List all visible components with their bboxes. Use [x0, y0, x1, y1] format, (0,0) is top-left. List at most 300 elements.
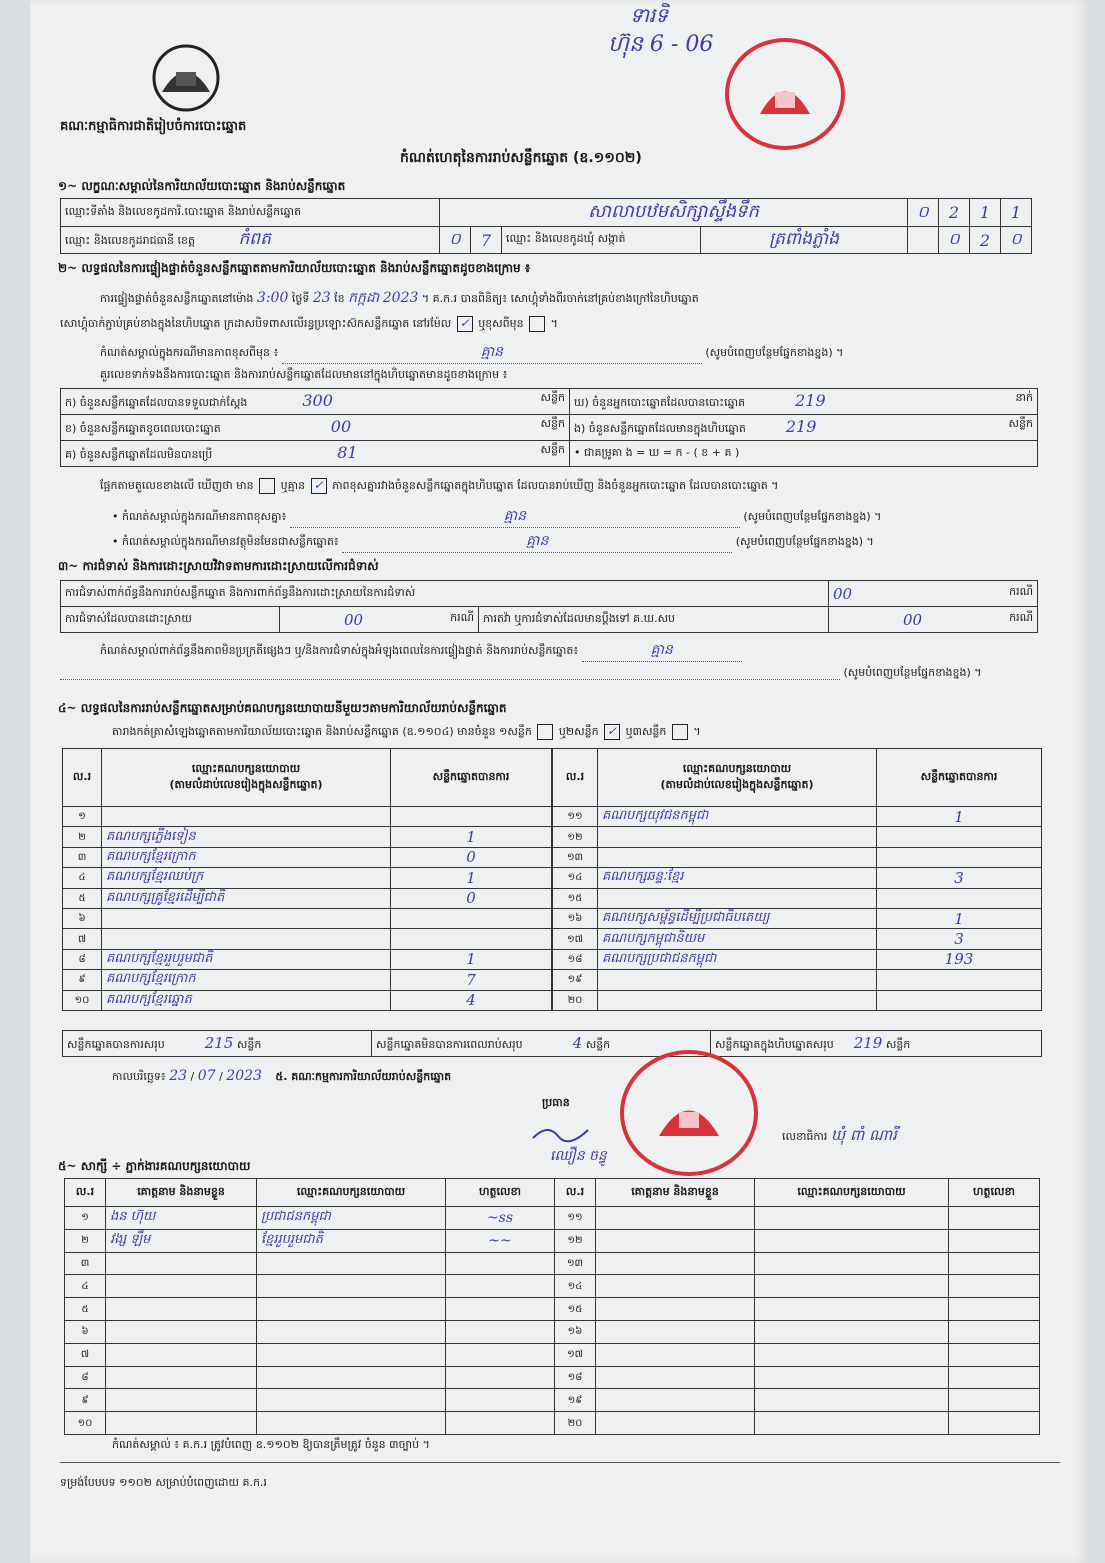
date-year: 2023 — [226, 1068, 262, 1084]
checkbox-diff-label: ឬខុសពីមុន — [478, 317, 524, 330]
tally-sheet-line: តារាងកត់ត្រាសំឡេងឆ្នោតតាមការិយាល័យបោះឆ្នោត និងរាប់សន្លឹកឆ្នោត (ឧ.១១០៤) មានចំនួន ១សន្លឹក ឬ២សន្លឹក ✓ ឬ៣សន្លឹក ។ — [112, 724, 701, 738]
result-row-no: ១១ — [553, 807, 598, 827]
result-row-votes — [391, 929, 552, 949]
document-page — [30, 0, 1088, 1563]
result-row-party — [598, 970, 877, 990]
witness-row — [65, 1320, 1040, 1343]
col-party-title: ឈ្មោះគណបក្សនយោបាយ — [682, 761, 792, 775]
verification-text-2: ។ គ.ក.រ បានពិនិត្យ៖ សោហ្គុំទាំងពីរចាក់នៅគ្រប់ខាងក្រៅនៃហិបឆ្នោត — [421, 292, 699, 305]
witness-party — [257, 1366, 446, 1389]
col-no: ល.រ — [63, 749, 102, 807]
resolved-unit: ករណី — [450, 610, 474, 624]
witness-no: ២ — [65, 1229, 106, 1252]
section1-title: ១~ លក្ខណៈសម្គាល់នៃការិយាល័យបោះឆ្នោត និងរាប់សន្លឹកឆ្នោត — [58, 179, 346, 193]
result-row-votes: 4 — [391, 990, 552, 1010]
result-row — [553, 827, 1042, 847]
irregularity-field — [582, 640, 742, 662]
note-label: កំណត់សម្គាល់ក្នុងករណីមានភាពខុសពីមុន ៖ — [100, 346, 279, 359]
result-row-no: ១៦ — [553, 908, 598, 928]
section1-table — [60, 198, 1032, 254]
station-code-digit: 1 — [970, 199, 1001, 227]
bullet-note-2 — [112, 531, 874, 553]
count-row-e — [570, 415, 1038, 441]
tally-sheet-text: តារាងកត់ត្រាសំឡេងឆ្នោតតាមការិយាល័យបោះឆ្នោត និងរាប់សន្លឹកឆ្នោត (ឧ.១១០៤) មានចំនួន ១សន្លឹក — [112, 725, 532, 738]
count-row-c — [61, 441, 570, 467]
witness-signature — [949, 1320, 1040, 1343]
checkbox-3-sheets[interactable] — [672, 724, 688, 740]
station-code-digit: 1 — [1001, 199, 1032, 227]
witness-row — [65, 1252, 1040, 1275]
irregularity-line-2 — [60, 666, 982, 682]
witness-signature — [949, 1412, 1040, 1435]
witness-party — [257, 1389, 446, 1412]
col-party: ឈ្មោះគណបក្សនយោបាយ — [257, 1179, 446, 1207]
result-row-no: ៣ — [63, 847, 102, 867]
col-sign: ហត្ថលេខា — [949, 1179, 1040, 1207]
result-row-party: គណបក្សភ្លើងទៀន — [102, 827, 391, 847]
witness-no: ១៩ — [555, 1389, 596, 1412]
witness-no: ៩ — [65, 1389, 106, 1412]
witness-name — [596, 1320, 755, 1343]
total-invalid — [372, 1031, 711, 1057]
witness-no: ១ — [65, 1207, 106, 1230]
witness-party — [755, 1229, 949, 1252]
col-party-sub: (តាមលំដាប់លេខរៀងក្នុងសន្លឹកឆ្នោត) — [169, 777, 323, 791]
verification-time: 3:00 — [256, 290, 289, 306]
witness-party — [755, 1366, 949, 1389]
result-row-votes: 3 — [877, 929, 1042, 949]
resolved-label: ការជំទាស់ដែលបានដោះស្រាយ — [61, 607, 280, 633]
count-label: ក) ចំនួនសន្លឹកឆ្នោតដែលបានទទួលជាក់ស្តែង — [65, 396, 248, 409]
irregularity-note — [100, 640, 742, 662]
witness-name — [106, 1275, 257, 1298]
result-row-votes — [877, 827, 1042, 847]
result-row-party: គណបក្សខ្មែររួបរួមជាតិ — [102, 949, 391, 969]
no-diff-label: ឬគ្មាន — [280, 479, 306, 492]
witness-no: ១០ — [65, 1412, 106, 1435]
witness-signature — [949, 1389, 1040, 1412]
count-row-a — [61, 389, 570, 415]
witness-signature — [446, 1389, 555, 1412]
witness-party — [257, 1320, 446, 1343]
witness-signature — [949, 1229, 1040, 1252]
result-row-no: ១៤ — [553, 868, 598, 888]
note-hint: (សូមបំពេញបន្ថែមផ្នែកខាងខ្នង) ។ — [705, 346, 844, 359]
result-row-party: គណបក្សឆន្ទៈខ្មែរ — [598, 868, 877, 888]
witness-signature — [446, 1343, 555, 1366]
result-row-votes — [877, 990, 1042, 1010]
note-line — [100, 342, 1060, 364]
witness-row — [65, 1412, 1040, 1435]
col-no: ល.រ — [65, 1179, 106, 1207]
witness-no: ៧ — [65, 1343, 106, 1366]
bullet-label: • កំណត់សម្គាល់ក្នុងករណីមានវត្ថុមិនមែនជាសន្លឹកឆ្នោត៖ — [112, 535, 339, 548]
verification-year: 2023 — [382, 290, 419, 306]
commune-label: ឈ្មោះ និងលេខកូដឃុំ សង្កាត់ — [502, 227, 701, 254]
witness-name: វង្ស ឡឹម — [106, 1229, 257, 1252]
witness-row — [65, 1366, 1040, 1389]
col-sign: ហត្ថលេខា — [446, 1179, 555, 1207]
chair-signature — [528, 1118, 598, 1148]
bullet-label: • កំណត់សម្គាល់ក្នុងករណីមានភាពខុសគ្នា៖ — [112, 510, 287, 523]
result-row-party: គណបក្សសម្ព័ន្ធដើម្បីប្រជាធិបតេយ្យ — [598, 908, 877, 928]
witness-row — [65, 1207, 1040, 1230]
witness-signature — [446, 1298, 555, 1321]
section2-title: ២~ លទ្ធផលនៃការផ្ទៀងផ្ទាត់ចំនួនសន្លឹកឆ្នោតតាមការិយាល័យបោះឆ្នោត និងរាប់សន្លឹកឆ្នោតដូចខាងក្រោម ៖ — [58, 261, 531, 275]
counts-table — [60, 388, 1038, 467]
discrepancy-text: ផ្អែកតាមតួលេខខាងលើ ឃើញថា មាន — [100, 479, 254, 492]
result-row-party — [102, 929, 391, 949]
result-row-party — [598, 888, 877, 908]
result-row — [63, 807, 552, 827]
document-title: កំណត់ហេតុនៃការរាប់សន្លឹកឆ្នោត (ឧ.១១០២) — [400, 150, 642, 166]
footer-divider — [60, 1462, 1060, 1463]
witness-no: ១១ — [555, 1207, 596, 1230]
witness-no: ១៤ — [555, 1275, 596, 1298]
footnote: កំណត់សម្គាល់ ៖ គ.ក.រ ត្រូវបំពេញ ឧ.១១០២ ឱ្យបានត្រឹមត្រូវ ចំនួន ៣ច្បាប់ ។ — [112, 1438, 430, 1451]
col-name: គោត្តនាម និងនាមខ្លួន — [106, 1179, 257, 1207]
result-row-party: គណបក្សយុវជនកម្ពុជា — [598, 807, 877, 827]
witness-row — [65, 1343, 1040, 1366]
irregularity-field-2 — [60, 666, 840, 680]
official-seal-bottom — [620, 1050, 758, 1176]
chair-name: ឈឿន ចន្ធូ — [550, 1148, 607, 1164]
result-row — [63, 929, 552, 949]
witness-party: ខ្មែររួបរួមជាតិ — [257, 1229, 446, 1252]
witness-name — [106, 1389, 257, 1412]
bullet-value: គ្មាន — [526, 533, 549, 549]
count-value: 81 — [337, 443, 358, 462]
result-row-votes: 1 — [391, 949, 552, 969]
count-formula: • ជាគម្រូគា ង = ឃ = ក - ( ខ + គ ) — [570, 441, 1038, 467]
witness-name — [106, 1412, 257, 1435]
objections-unit: ករណី — [1009, 584, 1033, 598]
witness-party — [257, 1412, 446, 1435]
bullet-note-1 — [112, 506, 881, 528]
witness-signature — [949, 1275, 1040, 1298]
witness-party — [257, 1343, 446, 1366]
discrepancy-text-2: ភាពខុសគ្នារវាងចំនួនសន្លឹកឆ្នោតក្នុងហិបឆ្នោត ដែលបានរាប់ឃើញ និងចំនួនអ្នកបោះឆ្នោត ដែលបានបោះឆ្នោត ។ — [332, 479, 779, 492]
witness-signature — [949, 1366, 1040, 1389]
verification-text-3: សោហ្គុំចាក់ភ្ជាប់គ្រប់ខាងក្នុងនៃហិបឆ្នោត ក្រដាសបិទពាសលើរន្ធប្រឡោះស៊កសន្លឹកឆ្នោត នៅរម៉ែល — [60, 317, 452, 330]
province-code-digit: 7 — [471, 227, 502, 254]
result-row-votes — [877, 847, 1042, 867]
result-row-no: ២០ — [553, 990, 598, 1010]
witness-signature — [949, 1298, 1040, 1321]
total-invalid-label: សន្លឹកឆ្នោតមិនបានការពេលរាប់សរុប — [376, 1037, 523, 1051]
witness-party: ប្រជាជនកម្ពុជា — [257, 1207, 446, 1230]
witness-name — [106, 1343, 257, 1366]
station-name-label: ឈ្មោះទីតាំង និងលេខកូដការិ.បោះឆ្នោត និងរាប់សន្លឹកឆ្នោត — [61, 199, 440, 227]
count-unit: នាក់ — [1015, 391, 1033, 404]
col-party-sub: (តាមលំដាប់លេខរៀងក្នុងសន្លឹកឆ្នោត) — [660, 777, 814, 791]
province-code-digit: ០ — [440, 227, 471, 254]
checkbox-no-diff[interactable]: ✓ — [311, 478, 327, 494]
result-row-votes — [877, 970, 1042, 990]
result-row — [63, 990, 552, 1010]
witness-party — [755, 1298, 949, 1321]
commune-code-digit: ០ — [1001, 227, 1032, 254]
witness-party — [755, 1343, 949, 1366]
objections-table — [60, 580, 1038, 633]
witness-party — [755, 1412, 949, 1435]
witness-name — [596, 1412, 755, 1435]
date-label: កាលបរិច្ឆេទ៖ — [112, 1070, 166, 1083]
result-row-party: គណបក្សគ្រូខ្មែរដើម្បីជាតិ — [102, 888, 391, 908]
org-name: គណៈកម្មាធិការជាតិរៀបចំការបោះឆ្នោត — [60, 119, 247, 134]
witness-name — [106, 1298, 257, 1321]
bullet-field — [290, 506, 740, 528]
result-row — [63, 868, 552, 888]
total-box — [711, 1031, 1042, 1057]
result-row — [553, 990, 1042, 1010]
checkbox-2-sheets[interactable]: ✓ — [604, 724, 620, 740]
result-row-no: ១ — [63, 807, 102, 827]
total-valid-unit: សន្លឹក — [236, 1037, 262, 1051]
station-name-value: សាលាបឋមសិក្សាស្ទឹងទឹក — [440, 199, 908, 227]
result-row — [63, 888, 552, 908]
date-day: 23 — [169, 1068, 188, 1084]
count-unit: សន្លឹក — [540, 443, 565, 456]
count-unit: សន្លឹក — [540, 391, 565, 404]
totals-table — [62, 1030, 1042, 1057]
verification-line-2: សោហ្គុំចាក់ភ្ជាប់គ្រប់ខាងក្នុងនៃហិបឆ្នោត ក្រដាសបិទពាសលើរន្ធប្រឡោះស៊កសន្លឹកឆ្នោត នៅរម៉ែល ✓ ឬខុសពីមុន ។ — [60, 316, 558, 330]
result-row-votes: 3 — [877, 868, 1042, 888]
result-row-no: ១៥ — [553, 888, 598, 908]
witness-name — [596, 1275, 755, 1298]
total-box-unit: សន្លឹក — [885, 1037, 911, 1051]
appealed-label: ការតវ៉ា ឬការជំទាស់ដែលមានប្តឹងទៅ គ.ឃ.សប — [479, 607, 829, 633]
result-row-party — [102, 807, 391, 827]
secretary-line — [782, 1126, 897, 1148]
count-row-d — [570, 389, 1038, 415]
result-row-no: ៦ — [63, 908, 102, 928]
result-row-party — [598, 990, 877, 1010]
witness-party — [755, 1252, 949, 1275]
witness-name — [106, 1252, 257, 1275]
station-code-digit: 2 — [939, 199, 970, 227]
result-row-party: គណបក្សកម្ពុជានិយម — [598, 929, 877, 949]
result-row-no: ១០ — [63, 990, 102, 1010]
witness-name — [596, 1252, 755, 1275]
verification-month: កក្កដា — [348, 290, 380, 306]
witness-no: ១២ — [555, 1229, 596, 1252]
result-row — [553, 908, 1042, 928]
witness-party — [755, 1207, 949, 1230]
province-label — [61, 227, 440, 254]
witness-signature — [446, 1412, 555, 1435]
result-row — [63, 970, 552, 990]
result-row — [63, 847, 552, 867]
result-row — [553, 929, 1042, 949]
total-valid — [63, 1031, 372, 1057]
count-label: ង) ចំនួនសន្លឹកឆ្នោតដែលមានក្នុងហិបឆ្នោត — [574, 422, 746, 435]
checkbox-ok[interactable]: ✓ — [457, 316, 473, 332]
witness-no: ៨ — [65, 1366, 106, 1389]
count-label: ឃ) ចំនួនអ្នកបោះឆ្នោតដែលបានបោះឆ្នោត — [574, 396, 746, 409]
witness-no: ២០ — [555, 1412, 596, 1435]
result-row-votes: 1 — [877, 908, 1042, 928]
checkbox-diff[interactable] — [529, 316, 545, 332]
results-table-left — [62, 748, 552, 1011]
appealed-unit: ករណី — [1009, 610, 1033, 624]
result-row — [63, 908, 552, 928]
witness-party — [257, 1252, 446, 1275]
witness-signature — [949, 1252, 1040, 1275]
bullet-value: គ្មាន — [503, 508, 526, 524]
witness-row — [65, 1275, 1040, 1298]
witness-party — [755, 1320, 949, 1343]
footer-form-label: ទម្រង់បែបបទ ១១០២ សម្រាប់បំពេញដោយ គ.ក.រ — [60, 1476, 267, 1489]
col-party — [598, 749, 877, 807]
col-party-title: ឈ្មោះគណបក្សនយោបាយ — [191, 761, 301, 775]
result-row-no: ៩ — [63, 970, 102, 990]
witness-name — [106, 1320, 257, 1343]
commune-value: ត្រពាំងភ្លាំង — [701, 227, 908, 254]
witness-name — [106, 1366, 257, 1389]
col-votes: សន្លឹកឆ្នោតបានការ — [877, 749, 1042, 807]
two-sheet-label: ឬ២សន្លឹក — [558, 725, 599, 738]
result-row-votes: 1 — [877, 807, 1042, 827]
result-row-no: ៨ — [63, 949, 102, 969]
day-label: ថ្ងៃទី — [291, 292, 310, 305]
bullet-field — [342, 531, 732, 553]
result-row-no: ៤ — [63, 868, 102, 888]
witness-name — [596, 1298, 755, 1321]
col-name: គោត្តនាម និងនាមខ្លួន — [596, 1179, 755, 1207]
total-box-label: សន្លឹកឆ្នោតក្នុងហិបឆ្នោតសរុប — [715, 1037, 834, 1051]
witness-no: ១៥ — [555, 1298, 596, 1321]
witnesses-table — [64, 1178, 1040, 1435]
section3-title: ៣~ ការជំទាស់ និងការដោះស្រាយវិវាទតាមការដោះស្រាយលើការជំទាស់ — [58, 559, 379, 573]
result-row-votes: 1 — [391, 827, 552, 847]
total-box-value: 219 — [853, 1033, 883, 1052]
witness-no: ១៧ — [555, 1343, 596, 1366]
result-row-party — [598, 847, 877, 867]
count-value: 300 — [302, 391, 333, 410]
witness-signature: ~ss — [446, 1207, 555, 1230]
result-row-votes: 0 — [391, 847, 552, 867]
result-row-party — [102, 908, 391, 928]
witness-no: ៤ — [65, 1275, 106, 1298]
bullet-hint: (សូមបំពេញបន្ថែមផ្នែកខាងខ្នង) ។ — [735, 535, 874, 548]
witness-signature — [446, 1275, 555, 1298]
witness-signature: ~~ — [446, 1229, 555, 1252]
result-row — [553, 847, 1042, 867]
section4-title: ៤~ លទ្ធផលនៃការរាប់សន្លឹកឆ្នោតសម្រាប់គណបក្សនយោបាយនីមួយៗតាមការិយាល័យរាប់សន្លឹកឆ្នោត — [58, 701, 507, 715]
resolved-count: 00 — [344, 610, 364, 629]
results-table-right — [552, 748, 1042, 1011]
result-row — [553, 888, 1042, 908]
date-line: កាលបរិច្ឆេទ៖ 23 / 07 / 2023 ៥. គណៈកម្មការការិយាល័យរាប់សន្លឹកឆ្នោត — [112, 1068, 452, 1084]
result-row-votes — [391, 807, 552, 827]
witness-party — [755, 1389, 949, 1412]
result-row — [553, 807, 1042, 827]
result-row-votes: 193 — [877, 949, 1042, 969]
witness-name — [596, 1343, 755, 1366]
result-row-no: ១៨ — [553, 949, 598, 969]
note-value: គ្មាន — [480, 344, 503, 360]
result-row — [553, 970, 1042, 990]
discrepancy-line — [100, 478, 778, 495]
handwritten-note-1: ទារទិ — [630, 3, 669, 27]
col-no: ល.រ — [555, 1179, 596, 1207]
province-value: កំពត — [238, 228, 271, 249]
result-row-votes: 7 — [391, 970, 552, 990]
result-row — [553, 949, 1042, 969]
result-row-votes — [877, 888, 1042, 908]
objections-count: 00 — [833, 584, 853, 603]
total-invalid-unit: សន្លឹក — [585, 1037, 611, 1051]
result-row-party: គណបក្សខ្មែរឆ្នោត — [102, 990, 391, 1010]
handwritten-note-2: ហ៊ុន 6 - 06 — [608, 32, 714, 57]
emblem-logo — [148, 42, 224, 114]
date-month: 07 — [197, 1068, 216, 1084]
verification-text: ការផ្ទៀងផ្ទាត់ចំនួនសន្លឹកឆ្នោតនៅម៉ោង — [100, 292, 254, 305]
count-unit: សន្លឹក — [540, 417, 565, 430]
checkbox-1-sheet[interactable] — [537, 724, 553, 740]
result-row-no: ១២ — [553, 827, 598, 847]
count-row-b — [61, 415, 570, 441]
result-row-party: គណបក្សខ្មែរក្រោក — [102, 970, 391, 990]
witness-name — [596, 1229, 755, 1252]
witness-row — [65, 1389, 1040, 1412]
witness-name — [596, 1207, 755, 1230]
witness-signature — [446, 1320, 555, 1343]
irregularity-hint: (សូមបំពេញបន្ថែមផ្នែកខាងខ្នង) ។ — [843, 666, 982, 679]
checkbox-has-diff[interactable] — [259, 478, 275, 494]
total-invalid-value: 4 — [572, 1033, 583, 1052]
committee-label: ៥. គណៈកម្មការការិយាល័យរាប់សន្លឹកឆ្នោត — [275, 1070, 452, 1083]
result-row — [63, 827, 552, 847]
witness-party — [755, 1275, 949, 1298]
result-row-party: គណបក្សខ្មែរឈប់ក្រ — [102, 868, 391, 888]
section5-title: ៥~ សាក្សី ÷ ភ្នាក់ងារគណបក្សនយោបាយ — [58, 1159, 251, 1173]
province-label-text: ឈ្មោះ និងលេខកូដរាជធានី ខេត្ត — [65, 233, 195, 247]
witness-signature — [446, 1366, 555, 1389]
col-party: ឈ្មោះគណបក្សនយោបាយ — [755, 1179, 949, 1207]
official-seal-top — [725, 38, 845, 150]
witness-name — [596, 1366, 755, 1389]
result-row — [63, 949, 552, 969]
col-votes: សន្លឹកឆ្នោតបានការ — [391, 749, 552, 807]
total-valid-label: សន្លឹកឆ្នោតបានការសរុប — [67, 1037, 165, 1051]
witness-no: ១៣ — [555, 1252, 596, 1275]
appealed-count: 00 — [903, 610, 923, 629]
witness-no: ៣ — [65, 1252, 106, 1275]
three-sheet-label: ឬ៣សន្លឹក — [625, 725, 667, 738]
witness-row — [65, 1229, 1040, 1252]
result-row-party — [598, 827, 877, 847]
objections-value — [829, 581, 1038, 607]
witness-no: ១៨ — [555, 1366, 596, 1389]
result-row-no: ១៧ — [553, 929, 598, 949]
result-row-no: ២ — [63, 827, 102, 847]
count-label: ខ) ចំនួនសន្លឹកឆ្នោតខូចពេលបោះឆ្នោត — [65, 422, 221, 435]
count-value: 219 — [795, 391, 826, 410]
witness-signature — [949, 1343, 1040, 1366]
result-row-party: គណបក្សខ្មែរក្រោក — [102, 847, 391, 867]
col-party — [102, 749, 391, 807]
total-valid-value: 215 — [204, 1033, 234, 1052]
commune-code-digit: 2 — [970, 227, 1001, 254]
secretary-value: ឃុំ ពាំ ណារី — [830, 1126, 897, 1144]
result-row-no: ៧ — [63, 929, 102, 949]
result-row-no: ១៩ — [553, 970, 598, 990]
count-unit: សន្លឹក — [1008, 417, 1033, 430]
witness-name — [596, 1389, 755, 1412]
witness-signature — [446, 1252, 555, 1275]
